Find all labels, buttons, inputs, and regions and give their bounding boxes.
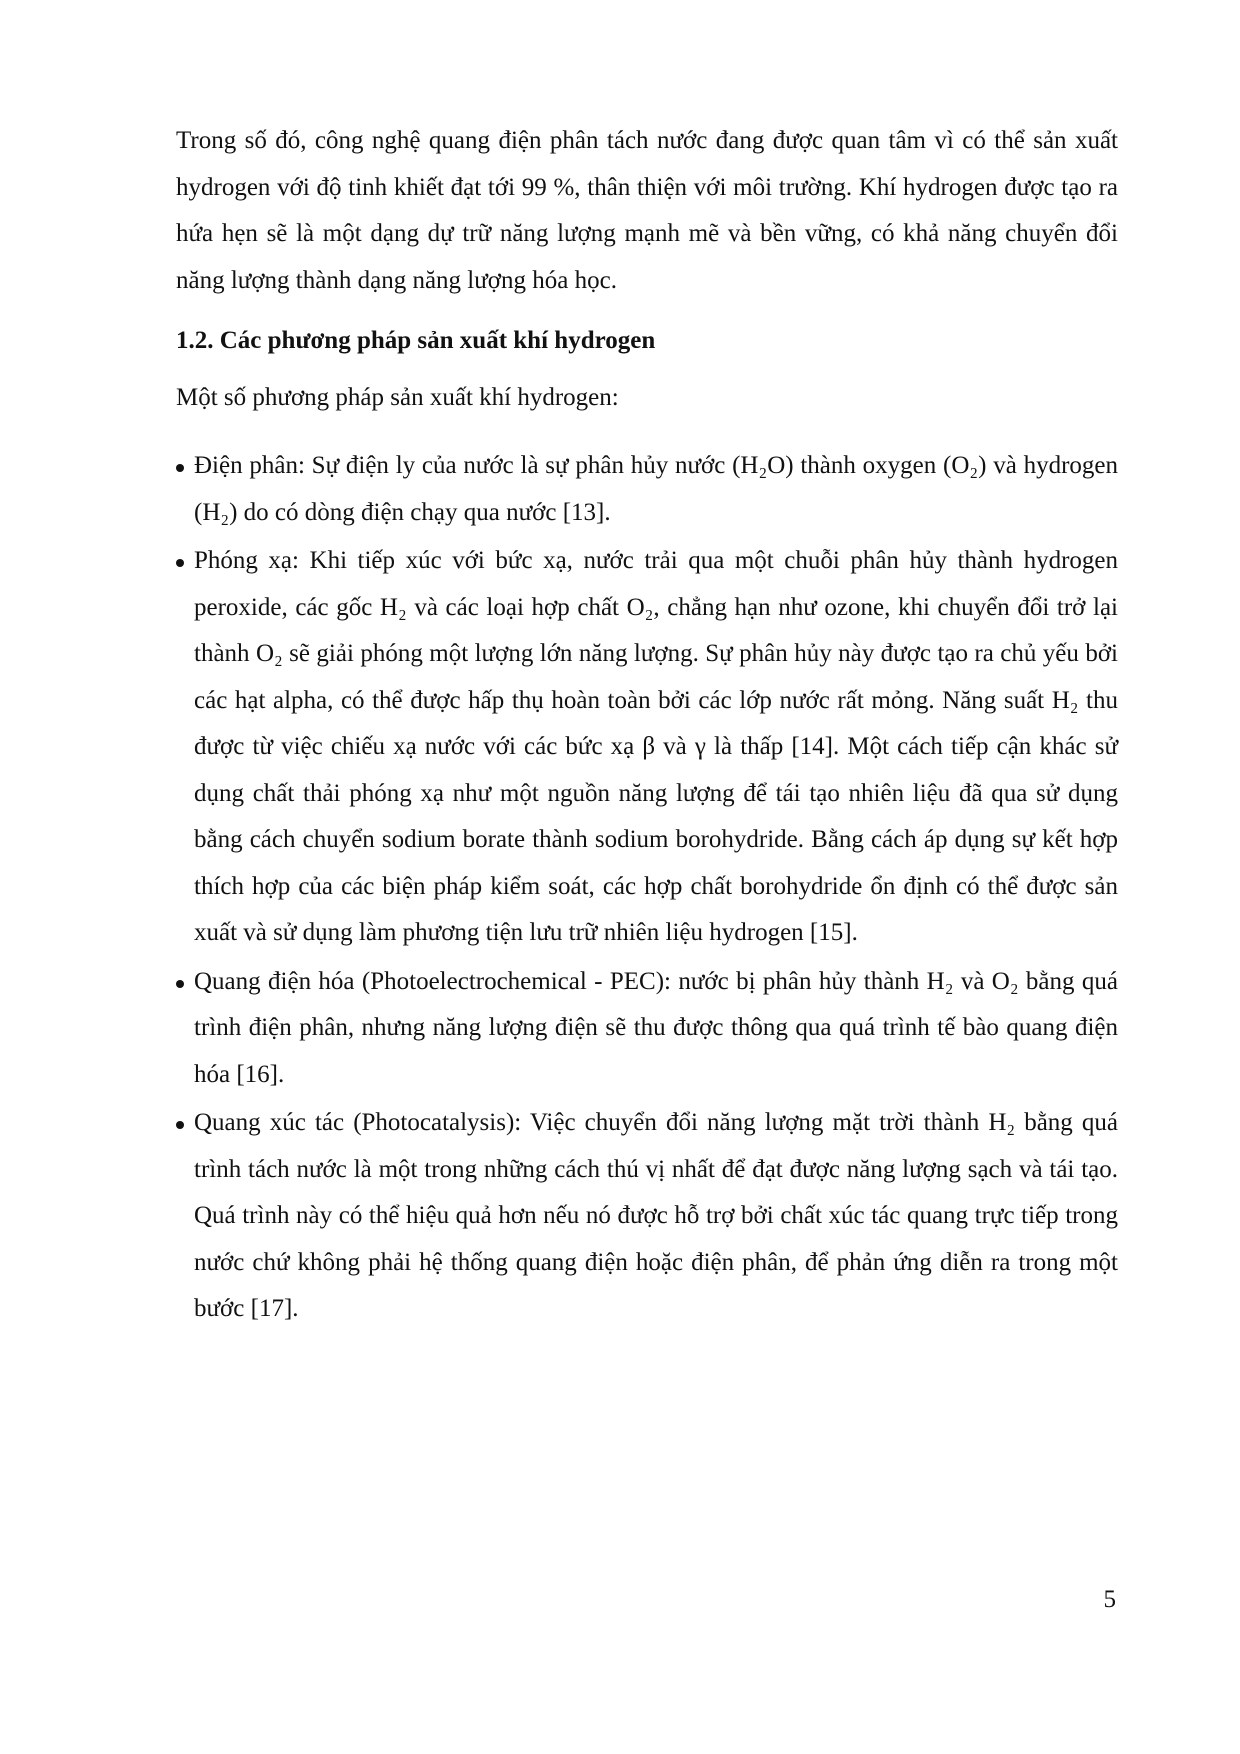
- list-item-text: Quang xúc tác (Photocatalysis): Việc chuyển đổi năng lượng mặt trời thành H₂ bằng quá trình tách nước là một trong những cách thú vị nhất để đạt được năng lượng sạch và tái tạo. Quá trình này có thể hiệu quả hơn nếu nó được hỗ trợ bởi chất xúc tác quang trực tiếp trong nước chứ không phải hệ thống quang điện hoặc điện phân, để phản ứng diễn ra trong một bước [17].: [194, 1109, 1118, 1322]
- document-page: [176, 118, 1118, 1335]
- list-item-text: Phóng xạ: Khi tiếp xúc với bức xạ, nước trải qua một chuỗi phân hủy thành hydrogen peroxide, các gốc H₂ và các loại hợp chất O₂, chẳng hạn như ozone, khi chuyển đổi trở lại thành O₂ sẽ giải phóng một lượng lớn năng lượng. Sự phân hủy này được tạo ra chủ yếu bởi các hạt alpha, có thể được hấp thụ hoàn toàn bởi các lớp nước rất mỏng. Năng suất H₂ thu được từ việc chiếu xạ nước với các bức xạ β và γ là thấp [14]. Một cách tiếp cận khác sử dụng chất thải phóng xạ như một nguồn năng lượng để tái tạo nhiên liệu đã qua sử dụng bằng cách chuyển sodium borate thành sodium borohydride. Bằng cách áp dụng sự kết hợp thích hợp của các biện pháp kiểm soát, các hợp chất borohydride ổn định có thể được sản xuất và sử dụng làm phương tiện lưu trữ nhiên liệu hydrogen [15].: [194, 547, 1118, 946]
- section-heading: 1.2. Các phương pháp sản xuất khí hydrogen: [176, 327, 656, 354]
- bullet-icon: [176, 559, 184, 567]
- bullet-icon: [176, 1121, 184, 1129]
- list-item-text: Điện phân: Sự điện ly của nước là sự phân hủy nước (H₂O) thành oxygen (O₂) và hydrogen (H₂) do có dòng điện chạy qua nước [13].: [194, 452, 1118, 526]
- bullet-icon: [176, 980, 184, 988]
- list-item-photoelectrochemical: [176, 959, 1118, 1099]
- list-item-radiolysis: [176, 538, 1118, 957]
- section-intro: Một số phương pháp sản xuất khí hydrogen:: [176, 383, 619, 411]
- list-item-electrolysis: [176, 443, 1118, 536]
- list-item-photocatalysis: [176, 1100, 1118, 1333]
- bullet-icon: [176, 464, 184, 472]
- page-number: 5: [1103, 1586, 1116, 1613]
- intro-paragraph: Trong số đó, công nghệ quang điện phân tách nước đang được quan tâm vì có thể sản xuất hydrogen với độ tinh khiết đạt tới 99 %, thân thiện với môi trường. Khí hydrogen được tạo ra hứa hẹn sẽ là một dạng dự trữ năng lượng mạnh mẽ và bền vững, có khả năng chuyển đổi năng lượng thành dạng năng lượng hóa học.: [176, 127, 1118, 294]
- methods-list: [176, 443, 1118, 1333]
- list-item-text: Quang điện hóa (Photoelectrochemical - PEC): nước bị phân hủy thành H₂ và O₂ bằng quá trình điện phân, nhưng năng lượng điện sẽ thu được thông qua quá trình tế bào quang điện hóa [16].: [194, 967, 1118, 1088]
